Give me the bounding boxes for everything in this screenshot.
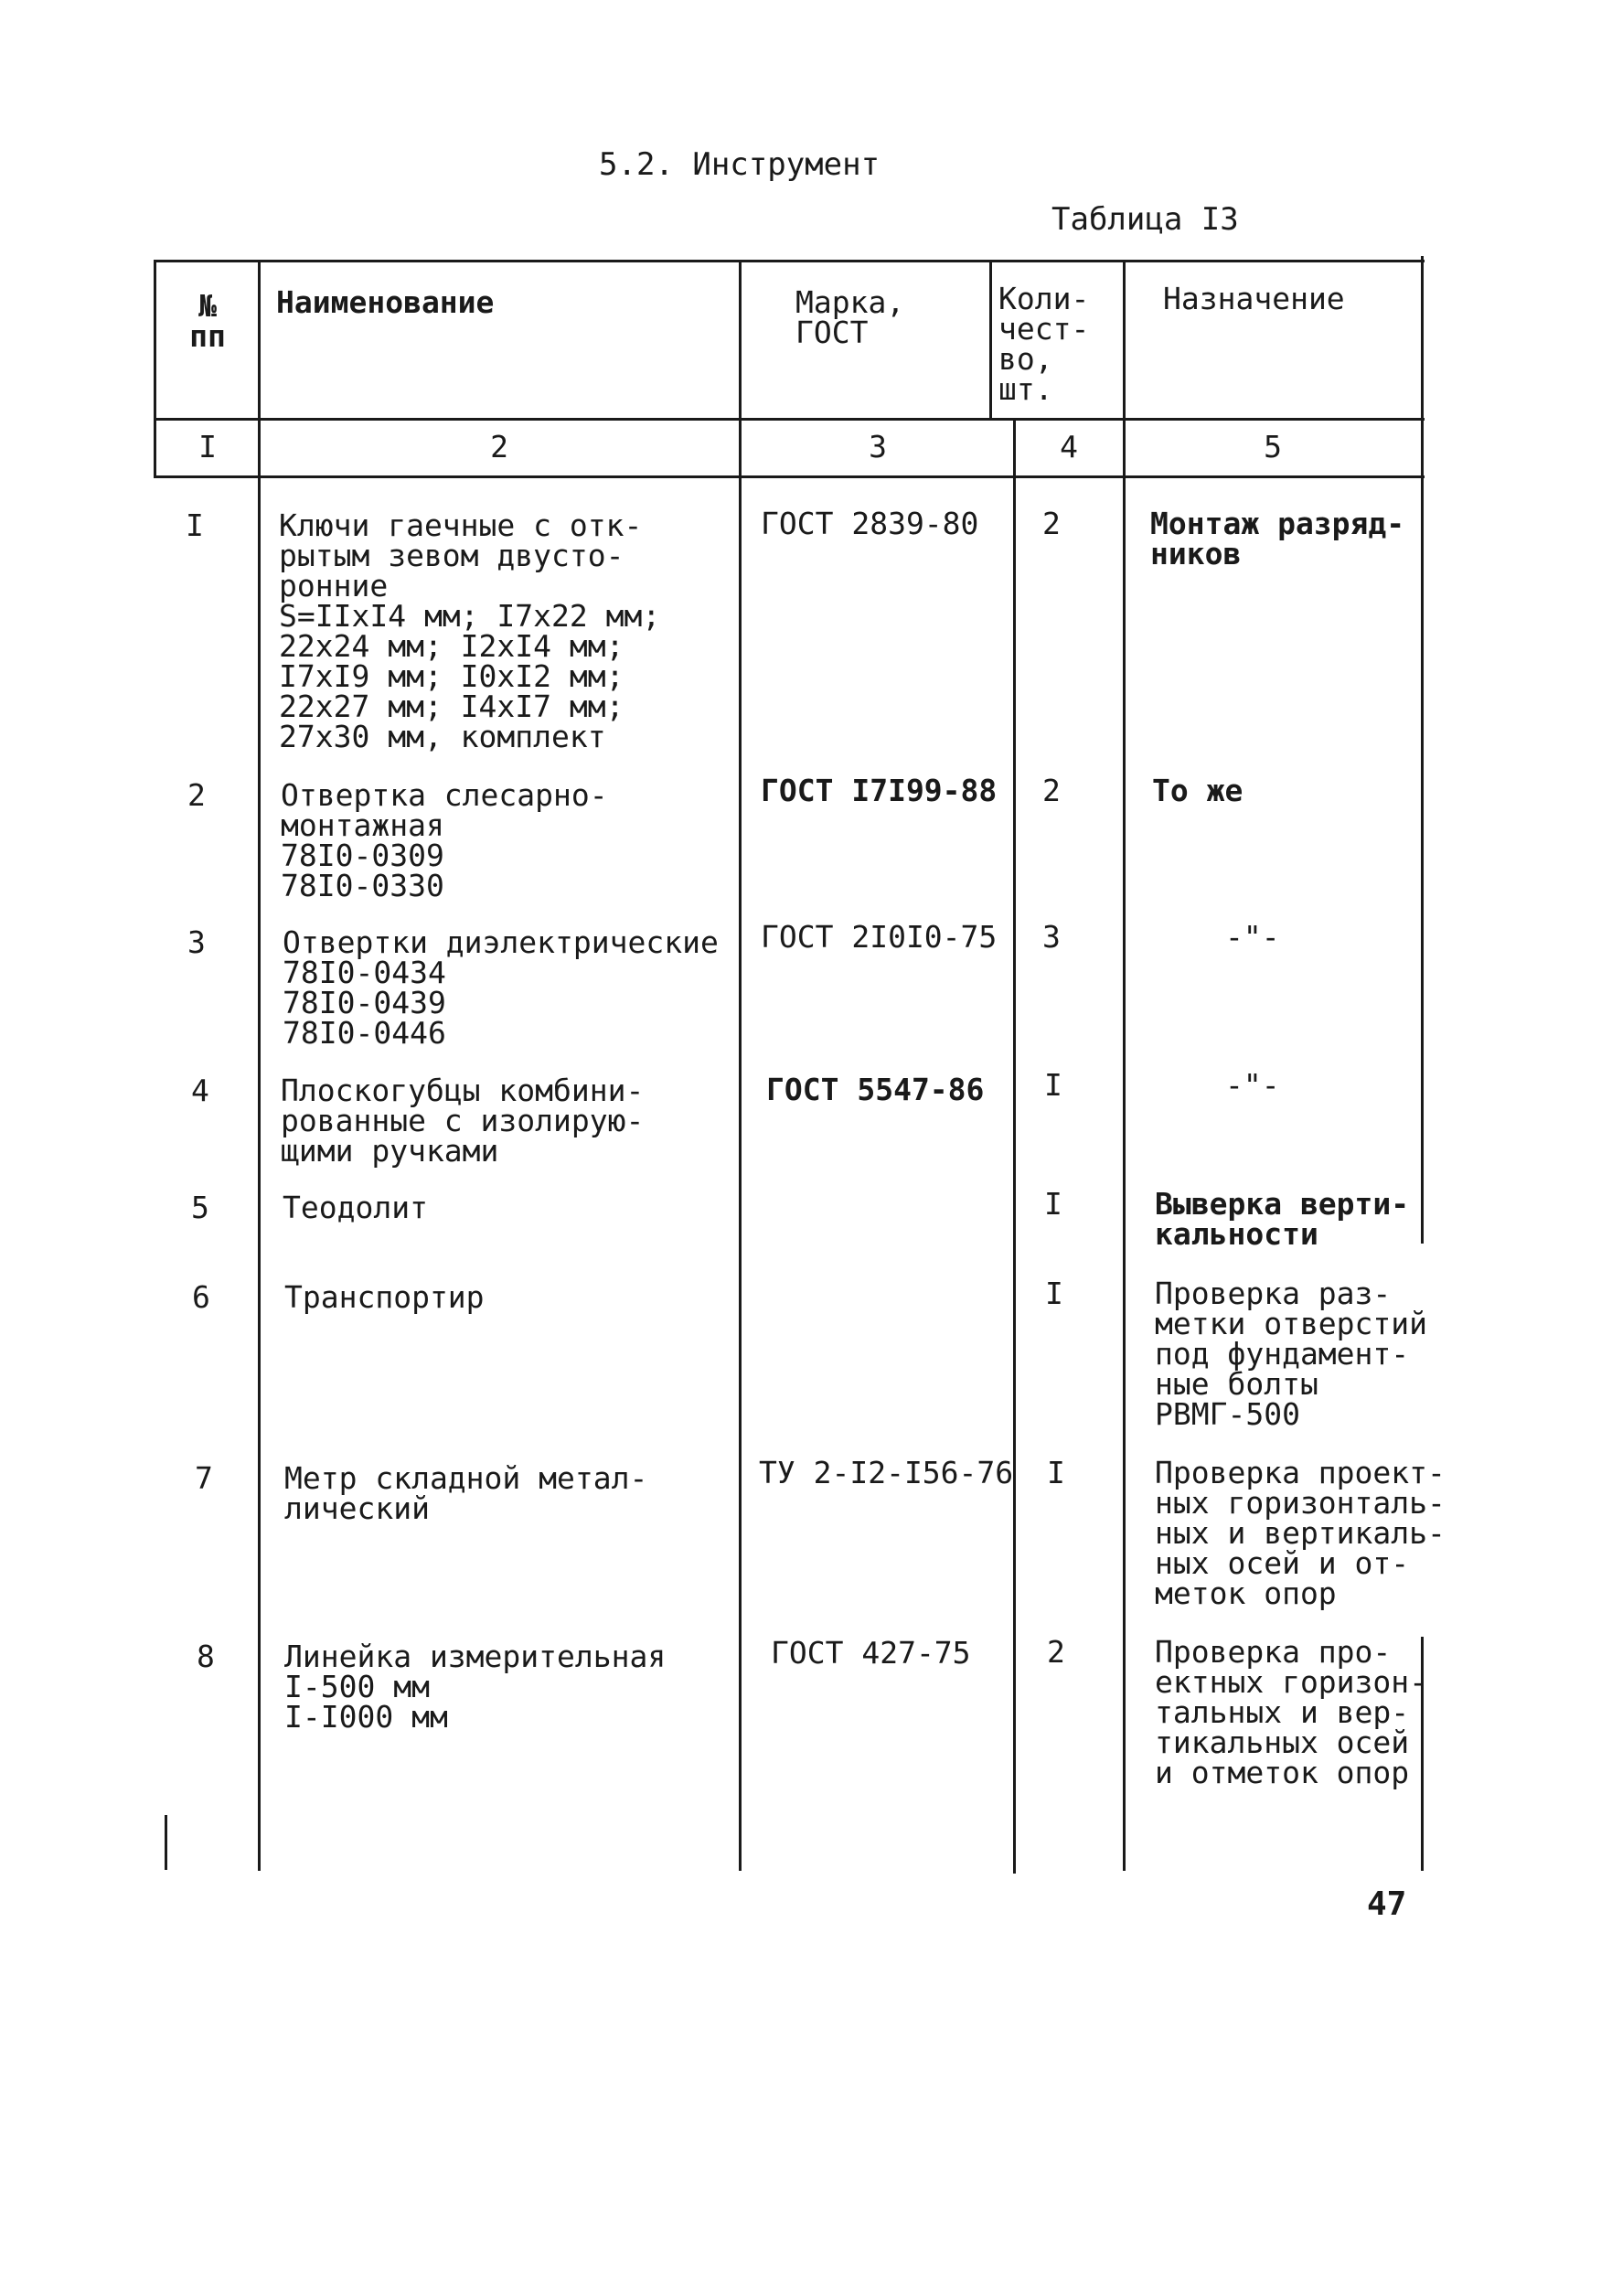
row-5-purpose: Выверка верти- кальности <box>1155 1186 1410 1252</box>
table-right-border <box>1421 256 1424 1244</box>
row-7-number: 7 <box>195 1460 213 1496</box>
row-5-number: 5 <box>191 1190 209 1225</box>
row-8-purpose: Проверка про- ектных горизон- тальных и вер- тикальных осей и отметок опор <box>1155 1634 1428 1790</box>
left-edge-stub <box>165 1815 167 1870</box>
row-3-mark: ГОСТ 2I0I0-75 <box>761 919 998 955</box>
row-4-number: 4 <box>191 1073 209 1108</box>
number-row-bottom-border <box>154 475 1425 478</box>
row-7-purpose: Проверка проект- ных горизонталь- ных и вертикаль- ных осей и от- меток опор <box>1155 1455 1446 1611</box>
row-4-purpose: -"- <box>1225 1067 1280 1103</box>
row-2-mark: ГОСТ I7I99-88 <box>761 773 998 808</box>
column-number-5: 5 <box>1264 429 1282 465</box>
row-8-number: 8 <box>197 1639 215 1674</box>
row-1-purpose: Монтаж разряд- ников <box>1150 506 1405 571</box>
header-bottom-border <box>154 418 1425 421</box>
row-6-quantity: I <box>1045 1276 1063 1311</box>
table-label: Таблица I3 <box>1051 201 1239 238</box>
row-4-quantity: I <box>1044 1067 1062 1103</box>
table-top-border <box>154 260 1425 262</box>
column-divider-3-lower <box>1013 418 1016 1874</box>
row-8-mark: ГОСТ 427-75 <box>771 1635 971 1671</box>
row-1-name: Ключи гаечные с отк- рытым зевом двусто- ронние S=IIxI4 мм; I7x22 мм; 22x24 мм; I2xI4 мм; I7xI9 мм; I0xI2 мм; 22x27 мм; I4xI7 мм; 27x30 мм, комплект <box>279 507 661 754</box>
column-divider-3 <box>989 260 992 420</box>
column-number-4: 4 <box>1060 429 1078 465</box>
row-4-name: Плоскогубцы комбини- рованные с изолирую- щими ручками <box>281 1073 645 1169</box>
row-2-number: 2 <box>187 777 206 813</box>
row-3-purpose: -"- <box>1225 919 1280 955</box>
column-divider-4 <box>1123 260 1126 1871</box>
column-number-2: 2 <box>490 429 508 465</box>
row-3-name: Отвертки диэлектрические 78I0-0434 78I0-0439 78I0-0446 <box>283 924 719 1051</box>
row-2-name: Отвертка слесарно- монтажная 78I0-0309 78I0-0330 <box>281 777 608 903</box>
column-divider-2 <box>739 260 742 1871</box>
row-7-quantity: I <box>1047 1455 1065 1490</box>
row-7-mark: ТУ 2-I2-I56-76 <box>759 1455 1014 1490</box>
header-mark: Марка, ГОСТ <box>795 284 905 350</box>
column-divider-1 <box>258 260 261 1871</box>
row-4-mark: ГОСТ 5547-86 <box>766 1072 985 1107</box>
row-8-name: Линейка измерительная I-500 мм I-I000 мм <box>284 1639 667 1735</box>
row-2-quantity: 2 <box>1042 773 1061 808</box>
table-left-border <box>154 260 156 477</box>
column-number-1: I <box>198 429 217 465</box>
row-8-quantity: 2 <box>1047 1634 1065 1670</box>
header-number: № пп <box>189 288 226 354</box>
row-6-name: Транспортир <box>284 1279 485 1315</box>
column-number-3: 3 <box>869 429 887 465</box>
header-quantity: Коли- чест- во, шт. <box>998 281 1090 407</box>
section-heading: 5.2. Инструмент <box>599 146 881 183</box>
header-name: Наименование <box>276 284 495 320</box>
row-3-quantity: 3 <box>1042 919 1061 955</box>
row-2-purpose: То же <box>1152 773 1243 808</box>
row-7-name: Метр складной метал- лический <box>284 1460 648 1526</box>
row-6-number: 6 <box>192 1279 210 1315</box>
row-3-number: 3 <box>187 924 206 960</box>
row-1-mark: ГОСТ 2839-80 <box>761 506 979 541</box>
header-purpose: Назначение <box>1163 281 1345 316</box>
page-number: 47 <box>1367 1885 1407 1923</box>
row-1-number: I <box>186 507 204 543</box>
row-5-name: Теодолит <box>283 1190 428 1225</box>
row-5-quantity: I <box>1044 1186 1062 1222</box>
row-1-quantity: 2 <box>1042 506 1061 541</box>
row-6-purpose: Проверка раз- метки отверстий под фундамент- ные болты РВМГ-500 <box>1155 1276 1428 1432</box>
